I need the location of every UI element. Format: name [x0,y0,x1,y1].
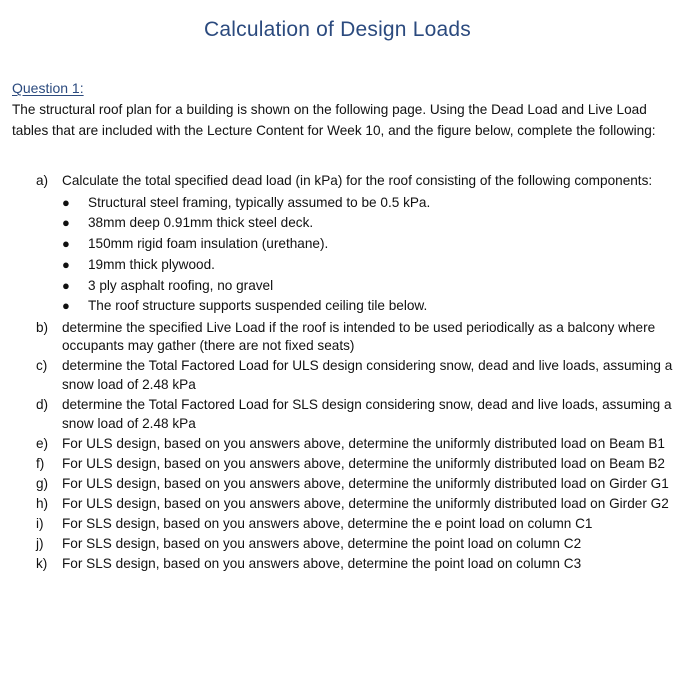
item-marker: c) [36,358,48,374]
item-text: For ULS design, based on you answers above, determine the uniformly distributed load on Girder G1 [62,475,669,491]
list-item [34,435,674,454]
item-text: For ULS design, based on you answers above, determine the uniformly distributed load on Girder G2 [62,495,669,511]
item-text: For ULS design, based on you answers above, determine the uniformly distributed load on Beam B2 [62,455,665,471]
bullet-text: 3 ply asphalt roofing, no gravel [88,277,274,293]
bullet-icon: ● [62,256,70,272]
bullet-icon: ● [62,298,70,314]
question-heading: Question 1: [12,80,84,96]
bullet-item [62,255,674,276]
item-marker: d) [36,397,49,413]
bullet-item [62,213,674,234]
item-text: For SLS design, based on you answers above, determine the point load on column C3 [62,556,582,572]
bullet-item [62,234,674,255]
item-marker: f) [36,455,45,471]
bullet-icon: ● [62,236,70,252]
item-text: Calculate the total specified dead load (in kPa) for the roof consisting of the following components: [62,173,653,188]
list-item [34,495,674,514]
bullet-text: The roof structure supports suspended ceiling tile below. [88,298,428,314]
bullet-item [62,276,674,297]
item-marker: e) [36,435,49,451]
list-item [34,555,674,574]
component-bullet-list [62,193,674,318]
item-marker: b) [36,319,49,335]
list-item [34,455,674,474]
bullet-text: Structural steel framing, typically assumed to be 0.5 kPa. [88,194,431,210]
item-marker: a) [36,173,49,188]
item-text: determine the Total Factored Load for SLS design considering snow, dead and live loads, assuming a snow load of 2.48 kPa [62,397,672,431]
item-marker: g) [36,475,49,491]
list-item [34,357,674,394]
question-intro: The structural roof plan for a building is shown on the following page. Using the Dead Load and Live Load tables that are included with the Lecture Content for Week 10, and the figure below, complete the following: [12,102,656,138]
item-text: determine the specified Live Load if the roof is intended to be used periodically as a balcony where occupants may gather (there are not fixed seats) [62,319,656,354]
item-marker: h) [36,495,49,511]
question-parts-list [34,172,674,575]
list-item [34,515,674,534]
bullet-text: 19mm thick plywood. [88,256,215,272]
item-text: For SLS design, based on you answers above, determine the point load on column C2 [62,536,582,552]
item-marker: i) [36,516,44,532]
list-item [34,535,674,554]
item-marker: k) [36,556,48,572]
item-text: determine the Total Factored Load for ULS design considering snow, dead and live loads, assuming a snow load of 2.48 kPa [62,358,673,392]
item-marker: j) [36,536,44,552]
list-item [34,475,674,494]
bullet-text: 38mm deep 0.91mm thick steel deck. [88,215,314,231]
bullet-text: 150mm rigid foam insulation (urethane). [88,236,329,252]
item-text: For ULS design, based on you answers above, determine the uniformly distributed load on Beam B1 [62,435,665,451]
list-item [34,172,674,317]
item-text: For SLS design, based on you answers above, determine the e point load on column C1 [62,516,593,532]
bullet-item [62,193,674,214]
bullet-item [62,296,674,317]
bullet-icon: ● [62,194,70,210]
list-item [34,396,674,433]
bullet-icon: ● [62,277,70,293]
list-item [34,319,674,356]
bullet-icon: ● [62,215,70,231]
page-title: Calculation of Design Loads [204,18,471,41]
